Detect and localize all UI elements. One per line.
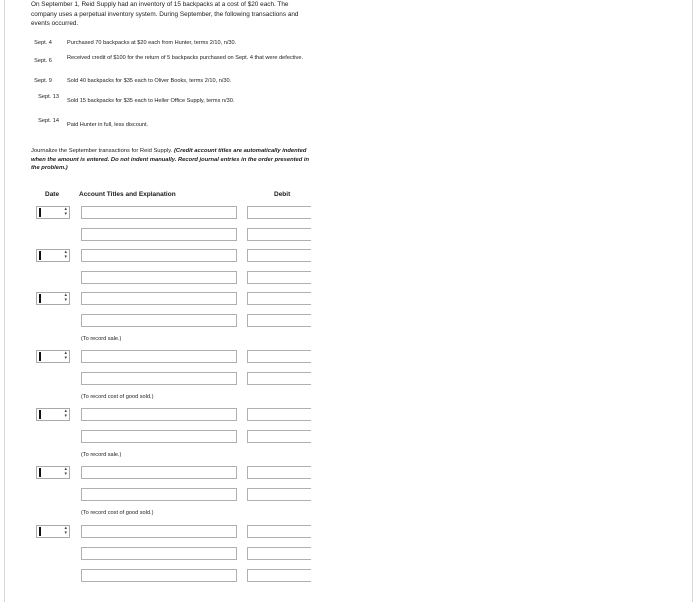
debit-input[interactable] — [247, 488, 311, 501]
chevron-updown-icon: ▴ ▾ — [64, 292, 67, 303]
transaction-description: Sold 40 backpacks for $35 each to Oliver Books, terms 2/10, n/30. — [67, 78, 232, 84]
debit-input[interactable] — [247, 569, 311, 582]
chevron-updown-icon: ▴ ▾ — [64, 466, 67, 477]
account-title-input[interactable] — [81, 525, 237, 538]
cursor-bar — [39, 352, 41, 361]
debit-input[interactable] — [247, 206, 311, 219]
date-select[interactable] — [36, 466, 70, 479]
entry-note: (To record sale.) — [81, 336, 122, 342]
account-title-input[interactable] — [81, 350, 237, 363]
account-title-input[interactable] — [81, 488, 237, 501]
debit-input[interactable] — [247, 525, 311, 538]
problem-intro: On September 1, Reid Supply had an inventory of 15 backpacks at a cost of $20 each. The company uses a perpetual inventory system. During September, the following transactions and events occurred. — [31, 1, 299, 28]
account-title-input[interactable] — [81, 206, 237, 219]
account-title-input[interactable] — [81, 372, 237, 385]
date-select[interactable] — [36, 350, 70, 363]
debit-input[interactable] — [247, 271, 311, 284]
transaction-description: Received credit of $100 for the return of 5 backpacks purchased on Sept. 4 that were defective. — [67, 55, 304, 61]
cursor-bar — [39, 208, 41, 217]
debit-input[interactable] — [247, 547, 311, 560]
instructions-text: Journalize the September transactions for Reid Supply. — [31, 148, 173, 154]
column-header-debit: Debit — [274, 191, 291, 198]
transaction-date: Sept. 14 — [38, 118, 59, 124]
transaction-description: Sold 15 backpacks for $35 each to Heller Office Supply, terms n/30. — [67, 98, 235, 104]
chevron-updown-icon: ▴ ▾ — [64, 408, 67, 419]
chevron-updown-icon: ▴ ▾ — [64, 249, 67, 260]
transaction-date: Sept. 13 — [38, 94, 59, 100]
transaction-description: Purchased 70 backpacks at $20 each from Hunter, terms 2/10, n/30. — [67, 40, 237, 46]
date-select[interactable] — [36, 206, 70, 219]
debit-input[interactable] — [247, 314, 311, 327]
transaction-description: Paid Hunter in full, less discount. — [67, 122, 149, 128]
account-title-input[interactable] — [81, 547, 237, 560]
column-header-account: Account Titles and Explanation — [79, 191, 176, 198]
date-select[interactable] — [36, 292, 70, 305]
date-select[interactable] — [36, 408, 70, 421]
account-title-input[interactable] — [81, 292, 237, 305]
chevron-updown-icon: ▴ ▾ — [64, 206, 67, 217]
account-title-input[interactable] — [81, 271, 237, 284]
chevron-updown-icon: ▴ ▾ — [64, 525, 67, 536]
debit-input[interactable] — [247, 372, 311, 385]
account-title-input[interactable] — [81, 466, 237, 479]
entry-note: (To record cost of good sold.) — [81, 510, 154, 516]
cursor-bar — [39, 294, 41, 303]
debit-input[interactable] — [247, 350, 311, 363]
cursor-bar — [39, 527, 41, 536]
cursor-bar — [39, 251, 41, 260]
entry-note: (To record sale.) — [81, 452, 122, 458]
date-select[interactable] — [36, 249, 70, 262]
account-title-input[interactable] — [81, 408, 237, 421]
page-left-border — [4, 0, 5, 602]
transaction-date: Sept. 4 — [34, 40, 52, 46]
debit-input[interactable] — [247, 430, 311, 443]
debit-input[interactable] — [247, 228, 311, 241]
instructions-note: (Credit account titles are automatically indented when the amount is entered. Do not indent manually. Record journal entries in the order presented in the problem.) — [31, 148, 310, 171]
debit-input[interactable] — [247, 466, 311, 479]
account-title-input[interactable] — [81, 569, 237, 582]
cursor-bar — [39, 468, 41, 477]
account-title-input[interactable] — [81, 314, 237, 327]
account-title-input[interactable] — [81, 249, 237, 262]
date-select[interactable] — [36, 525, 70, 538]
chevron-updown-icon: ▴ ▾ — [64, 350, 67, 361]
transaction-date: Sept. 9 — [34, 78, 52, 84]
debit-input[interactable] — [247, 249, 311, 262]
entry-note: (To record cost of good sold.) — [81, 394, 154, 400]
column-header-date: Date — [45, 191, 60, 198]
account-title-input[interactable] — [81, 430, 237, 443]
account-title-input[interactable] — [81, 228, 237, 241]
page-right-border — [692, 0, 693, 602]
instructions — [31, 147, 316, 173]
transaction-date: Sept. 6 — [34, 58, 52, 64]
debit-input[interactable] — [247, 292, 311, 305]
debit-input[interactable] — [247, 408, 311, 421]
cursor-bar — [39, 410, 41, 419]
